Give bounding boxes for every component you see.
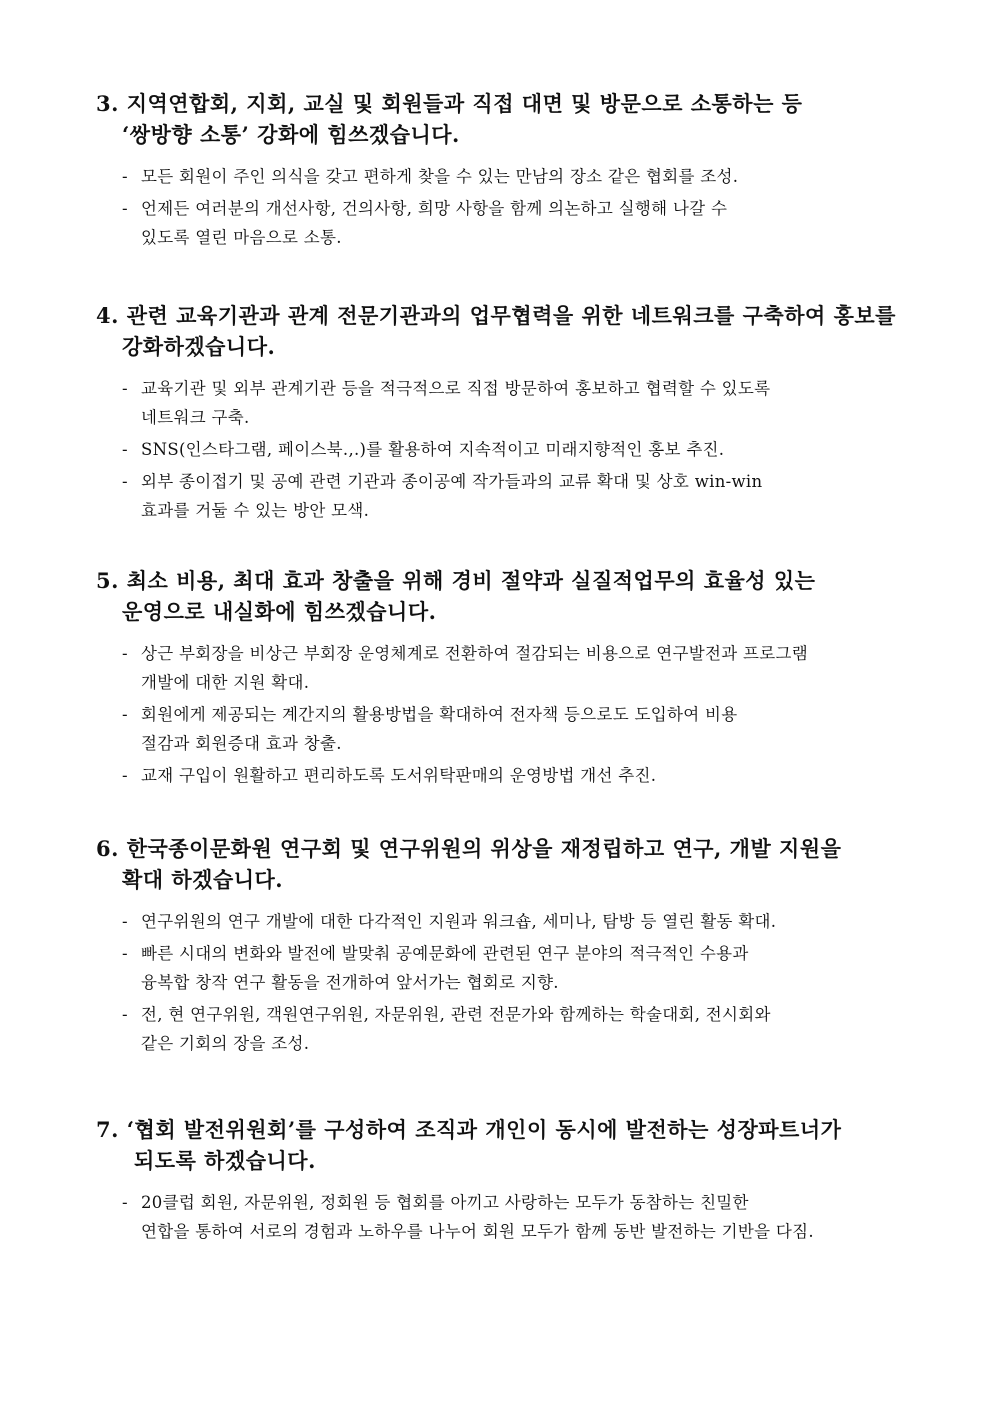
item-text: 모든 회원이 주인 의식을 갖고 편하게 찾을 수 있는 만남의 장소 같은 협회를 조성. [141,167,739,186]
item-list [96,639,896,790]
item-text: 언제든 여러분의 개선사항, 건의사항, 희망 사항을 함께 의논하고 실행해 나갈 수 [141,199,728,218]
list-item [122,467,896,525]
item-list [96,907,896,1058]
item-text-continued: 연합을 통하여 서로의 경험과 노하우를 나누어 회원 모두가 함께 동반 발전하는 기반을 다짐. [141,1222,814,1241]
dash-bullet: - [122,644,128,663]
section-3 [96,88,896,255]
list-item [122,907,896,936]
list-item [122,162,896,191]
section-heading-continued: ‘쌍방향 소통’ 강화에 힘쓰겠습니다. [122,122,460,147]
list-item [122,700,896,758]
list-item [122,761,896,790]
list-item [122,1188,896,1246]
item-text-continued: 절감과 회원증대 효과 창출. [141,734,342,753]
section-heading-continued: 강화하겠습니다. [122,334,276,359]
section-heading-continued: 확대 하겠습니다. [122,867,284,892]
dash-bullet: - [122,766,128,785]
list-item [122,1000,896,1058]
dash-bullet: - [122,379,128,398]
section-6 [96,833,896,1061]
item-text: SNS(인스타그램, 페이스북.,.)를 활용하여 지속적이고 미래지향적인 홍보 추진. [141,440,725,459]
section-7 [96,1114,896,1249]
dash-bullet: - [122,1005,128,1024]
item-text: 상근 부회장을 비상근 부회장 운영체계로 전환하여 절감되는 비용으로 연구발전과 프로그램 [141,644,808,663]
dash-bullet: - [122,167,128,186]
item-text-continued: 있도록 열린 마음으로 소통. [141,228,342,247]
section-heading: 3. 지역연합회, 지회, 교실 및 회원들과 직접 대면 및 방문으로 소통하는 등 [96,91,803,116]
dash-bullet: - [122,199,128,218]
section-heading: 4. 관련 교육기관과 관계 전문기관과의 업무협력을 위한 네트워크를 구축하여 홍보를 [96,303,896,328]
list-item [122,435,896,464]
item-list [96,1188,896,1246]
item-text-continued: 효과를 거둘 수 있는 방안 모색. [141,501,370,520]
dash-bullet: - [122,912,128,931]
item-text-continued: 융복합 창작 연구 활동을 전개하여 앞서가는 협회로 지향. [141,973,559,992]
item-text: 20클럽 회원, 자문위원, 정회원 등 협회를 아끼고 사랑하는 모두가 동참하는 친밀한 [141,1193,749,1212]
item-text: 빠른 시대의 변화와 발전에 발맞춰 공예문화에 관련된 연구 분야의 적극적인 수용과 [141,944,749,963]
item-text: 연구위원의 연구 개발에 대한 다각적인 지원과 워크숍, 세미나, 탐방 등 열린 활동 확대. [141,912,777,931]
item-text: 교재 구입이 원활하고 편리하도록 도서위탁판매의 운영방법 개선 추진. [141,766,657,785]
section-5 [96,565,896,793]
dash-bullet: - [122,1193,128,1212]
dash-bullet: - [122,944,128,963]
section-4 [96,300,896,528]
item-text: 외부 종이접기 및 공예 관련 기관과 종이공예 작가들과의 교류 확대 및 상호 win-win [141,472,763,491]
item-text: 전, 현 연구위원, 객원연구위원, 자문위원, 관련 전문가와 함께하는 학술대회, 전시회와 [141,1005,771,1024]
item-text-continued: 네트워크 구축. [141,408,250,427]
item-list [96,374,896,525]
section-heading-continued: 되도록 하겠습니다. [134,1148,316,1173]
item-text-continued: 같은 기회의 장을 조성. [141,1034,310,1053]
dash-bullet: - [122,472,128,491]
item-text-continued: 개발에 대한 지원 확대. [141,673,310,692]
section-heading: 7. ‘협회 발전위원회’를 구성하여 조직과 개인이 동시에 발전하는 성장파트너가 [96,1117,842,1142]
item-text: 교육기관 및 외부 관계기관 등을 적극적으로 직접 방문하여 홍보하고 협력할 수 있도록 [141,379,771,398]
list-item [122,194,896,252]
section-heading: 5. 최소 비용, 최대 효과 창출을 위해 경비 절약과 실질적업무의 효율성 있는 [96,568,816,593]
section-heading-continued: 운영으로 내실화에 힘쓰겠습니다. [122,599,437,624]
item-text: 회원에게 제공되는 계간지의 활용방법을 확대하여 전자책 등으로도 도입하여 비용 [141,705,738,724]
dash-bullet: - [122,440,128,459]
list-item [122,374,896,432]
section-heading: 6. 한국종이문화원 연구회 및 연구위원의 위상을 재정립하고 연구, 개발 지원을 [96,836,842,861]
list-item [122,939,896,997]
item-list [96,162,896,252]
dash-bullet: - [122,705,128,724]
list-item [122,639,896,697]
